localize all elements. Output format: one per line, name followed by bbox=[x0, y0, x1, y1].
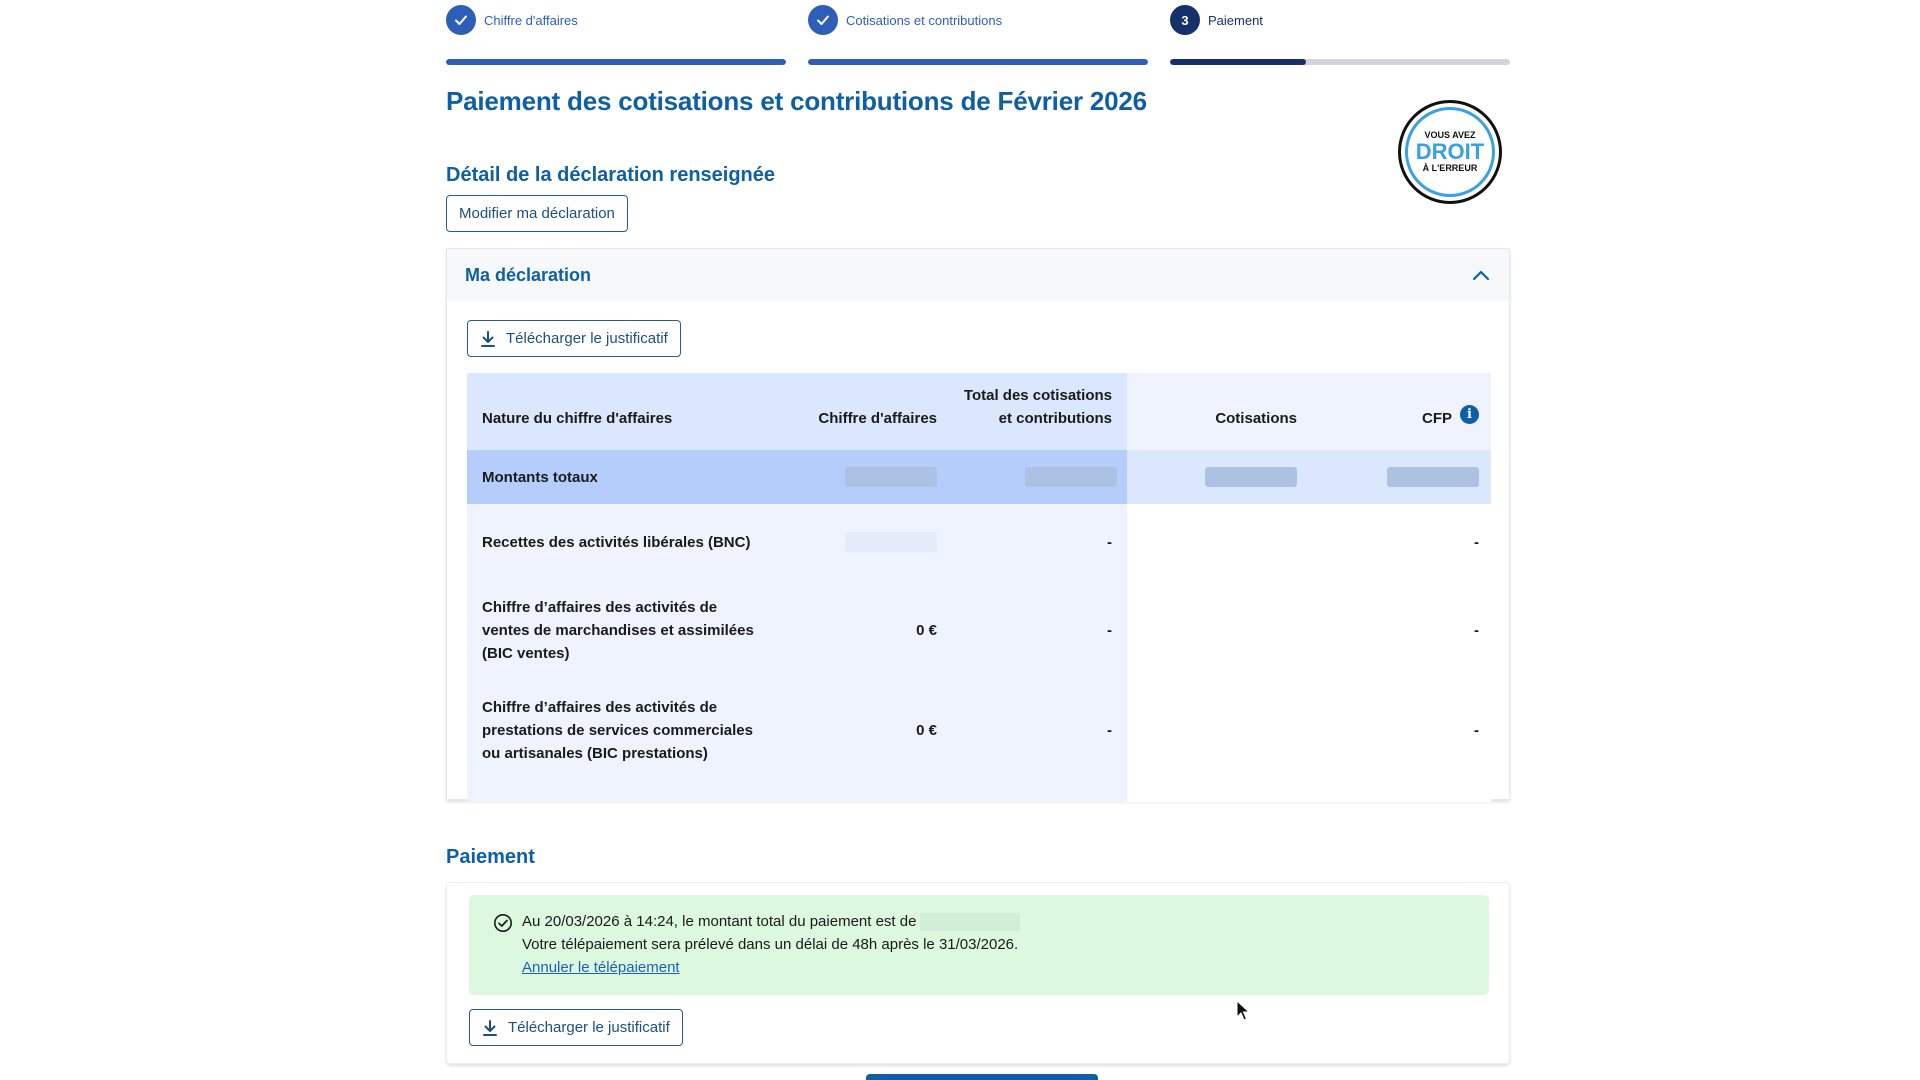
column-header-total bbox=[947, 373, 1127, 450]
button-label: Télécharger le justificatif bbox=[508, 1019, 670, 1036]
info-icon[interactable]: i bbox=[1460, 405, 1479, 424]
column-header-nature: Nature du chiffre d'affaires bbox=[467, 373, 767, 450]
step-number: 3 bbox=[1170, 5, 1200, 35]
row-ca: 0 € bbox=[767, 580, 947, 680]
check-circle-icon bbox=[493, 913, 513, 933]
detail-heading: Détail de la déclaration renseignée bbox=[446, 164, 776, 186]
table-row bbox=[467, 504, 1491, 580]
label-line: (BIC ventes) bbox=[482, 644, 570, 662]
step-progress-bar bbox=[446, 59, 786, 65]
cancel-payment-link[interactable]: Annuler le télépaiement bbox=[522, 959, 680, 976]
download-icon bbox=[482, 1019, 498, 1037]
progress-stepper bbox=[446, 0, 1510, 70]
payment-status-text: Au 20/03/2026 à 14:24, le montant total du paiement est de bbox=[522, 913, 917, 930]
check-icon bbox=[808, 5, 838, 35]
row-ca bbox=[767, 504, 947, 580]
label-line: ou artisanales (BIC prestations) bbox=[482, 744, 708, 762]
label-line: Chiffre d’affaires des activités de bbox=[482, 598, 718, 616]
label-line: prestations de services commerciales bbox=[482, 721, 753, 739]
badge-line: DROIT bbox=[1415, 139, 1485, 164]
label-line: Chiffre d’affaires des activités de bbox=[482, 698, 718, 716]
row-ca: 0 € bbox=[767, 680, 947, 780]
masked-value bbox=[1387, 467, 1479, 487]
row-total: - bbox=[947, 580, 1127, 680]
droit-erreur-badge bbox=[1398, 100, 1502, 204]
row-total: - bbox=[947, 680, 1127, 780]
column-header-cotisations: Cotisations bbox=[1127, 373, 1307, 450]
row-label: Recettes des activités libérales (BNC) bbox=[467, 504, 767, 580]
declaration-accordion bbox=[446, 248, 1510, 800]
step-label: Chiffre d'affaires bbox=[484, 12, 578, 28]
chevron-up-icon[interactable] bbox=[1471, 268, 1491, 282]
masked-value bbox=[845, 532, 937, 552]
download-receipt-button[interactable] bbox=[467, 320, 681, 357]
modify-declaration-button[interactable]: Modifier ma déclaration bbox=[446, 195, 628, 232]
column-header-cfp bbox=[1307, 373, 1491, 450]
row-label bbox=[467, 680, 767, 780]
payment-card bbox=[446, 882, 1510, 1064]
table-bottom-padding bbox=[467, 780, 1491, 802]
row-cotisations bbox=[1127, 680, 1307, 780]
table-row bbox=[467, 580, 1491, 680]
table-header-row bbox=[467, 373, 1491, 450]
step-progress-bar bbox=[808, 59, 1148, 65]
table-row bbox=[467, 680, 1491, 780]
download-payment-receipt-button[interactable] bbox=[469, 1009, 683, 1046]
masked-value bbox=[845, 467, 937, 487]
check-icon bbox=[446, 5, 476, 35]
total-cotisations bbox=[1127, 450, 1307, 504]
payment-success-alert bbox=[469, 895, 1489, 995]
payment-delay-text: Votre télépaiement sera prélevé dans un délai de 48h après le 31/03/2026. bbox=[522, 936, 1019, 953]
mouse-cursor-icon bbox=[1236, 1000, 1252, 1022]
primary-action-button[interactable] bbox=[866, 1074, 1098, 1080]
step-label: Cotisations et contributions bbox=[846, 12, 1003, 28]
button-label: Télécharger le justificatif bbox=[506, 330, 668, 347]
masked-value bbox=[1025, 467, 1117, 487]
masked-amount bbox=[920, 913, 1020, 931]
total-contributions bbox=[947, 450, 1127, 504]
header-text: et contributions bbox=[998, 410, 1112, 427]
step-label: Paiement bbox=[1208, 12, 1263, 28]
row-label bbox=[467, 580, 767, 680]
total-label: Montants totaux bbox=[467, 450, 767, 504]
row-cotisations bbox=[1127, 580, 1307, 680]
payment-heading: Paiement bbox=[446, 846, 535, 868]
accordion-header[interactable] bbox=[447, 249, 1509, 301]
row-cotisations bbox=[1127, 504, 1307, 580]
label-line: ventes de marchandises et assimilées bbox=[482, 621, 754, 639]
column-header-ca: Chiffre d'affaires bbox=[767, 373, 947, 450]
masked-value bbox=[1205, 467, 1297, 487]
header-text: CFP bbox=[1422, 410, 1452, 427]
download-icon bbox=[480, 330, 496, 348]
row-cfp: - bbox=[1307, 504, 1491, 580]
row-cfp: - bbox=[1307, 580, 1491, 680]
header-text: Total des cotisations bbox=[963, 387, 1112, 404]
table-total-row bbox=[467, 450, 1491, 504]
step-progress-bar bbox=[1170, 59, 1510, 65]
accordion-title: Ma déclaration bbox=[465, 264, 592, 285]
total-cfp bbox=[1307, 450, 1491, 504]
total-ca bbox=[767, 450, 947, 504]
badge-line: VOUS AVEZ bbox=[1424, 130, 1476, 140]
page-title: Paiement des cotisations et contributions de Février 2026 bbox=[446, 86, 1147, 116]
row-cfp: - bbox=[1307, 680, 1491, 780]
declaration-table bbox=[467, 373, 1491, 802]
row-total: - bbox=[947, 504, 1127, 580]
badge-line: À L'ERREUR bbox=[1422, 163, 1478, 173]
